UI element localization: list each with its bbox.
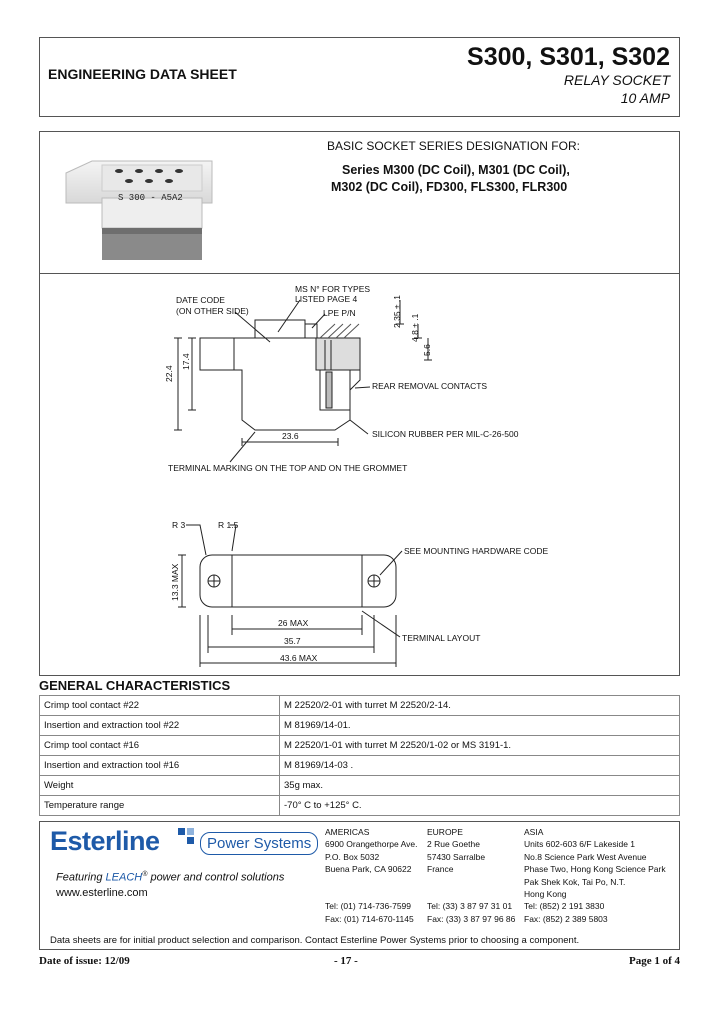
model-title: S300, S301, S302 <box>467 43 670 71</box>
americas-address: AMERICAS 6900 Orangethorpe Ave. P.O. Box 5032 Buena Park, CA 90622 Tel: (01) 714-736-7599 Fax: (01) 714-670-1145 <box>325 827 418 924</box>
divider <box>39 273 680 274</box>
label-lpe-pn: LPE P/N <box>323 308 356 318</box>
section-drawing <box>160 280 630 480</box>
label-r3: R 3 <box>172 520 186 530</box>
label-terminal-layout: TERMINAL LAYOUT <box>402 633 481 643</box>
dim-17-4: 17.4 <box>181 353 191 370</box>
website-link[interactable]: www.esterline.com <box>56 887 148 899</box>
tagline-registered: ® <box>142 871 148 878</box>
row-value: M 22520/2-01 with turret M 22520/2-14. <box>280 696 680 716</box>
series-designation-heading: BASIC SOCKET SERIES DESIGNATION FOR: <box>327 139 580 153</box>
rating-subtitle: 10 AMP <box>620 90 670 106</box>
characteristics-table <box>39 695 680 816</box>
page-number: - 17 - <box>334 955 358 967</box>
socket-photo <box>62 153 227 263</box>
series-list-line1: Series M300 (DC Coil), M301 (DC Coil), <box>342 163 570 177</box>
row-value: M 81969/14-01. <box>280 716 680 736</box>
table-row <box>40 756 680 776</box>
tagline-suffix: power and control solutions <box>147 871 285 884</box>
photo-label: S 300 - A5A2 <box>118 193 183 203</box>
table-row <box>40 736 680 756</box>
division-name: Power Systems <box>200 832 318 855</box>
series-list-line2: M302 (DC Coil), FD300, FLS300, FLR300 <box>331 180 568 194</box>
brand-name: Esterline <box>50 826 160 856</box>
tagline-prefix: Featuring <box>56 871 106 884</box>
page-count: Page 1 of 4 <box>628 955 680 967</box>
general-characteristics-title: GENERAL CHARACTERISTICS <box>39 678 231 693</box>
brand-mark-icon <box>178 828 194 844</box>
table-row <box>40 716 680 736</box>
label-see-mounting: SEE MOUNTING HARDWARE CODE <box>404 546 549 556</box>
table-row <box>40 696 680 716</box>
disclaimer: Data sheets are for initial product selection and comparison. Contact Esterline Power Systems prior to choosing a component. <box>50 935 580 946</box>
label-listed-page: LISTED PAGE 4 <box>295 294 358 304</box>
dim-43-6: 43.6 MAX <box>280 653 318 663</box>
esterline-logo <box>50 826 312 857</box>
top-view-drawing <box>160 515 630 675</box>
row-label: Weight <box>40 776 280 796</box>
issue-date: Date of issue: 12/09 <box>39 955 130 967</box>
label-date-code: DATE CODE <box>176 295 225 305</box>
dim-4-8: 4.8 ± .1 <box>410 313 420 342</box>
tagline-brand: LEACH <box>105 871 143 884</box>
tagline <box>56 871 284 884</box>
europe-address: EUROPE 2 Rue Goethe 57430 Sarralbe France Tel: (33) 3 87 97 31 01 Fax: (33) 3 87 97 96 86 <box>427 827 516 924</box>
table-row <box>40 796 680 816</box>
label-silicon-rubber: SILICON RUBBER PER MIL-C-26-500 <box>372 429 519 439</box>
asia-address: ASIA Units 602-603 6/F Lakeside 1 No.8 Science Park West Avenue Phase Two, Hong Kong Science Park Pak Shek Kok, Tai Po, N.T. Hong Kong Tel: (852) 2 191 3830 Fax: (852) 2 389 5803 <box>524 827 666 924</box>
row-value: -70° C to +125° C. <box>280 796 680 816</box>
doc-type-title: ENGINEERING DATA SHEET <box>48 66 237 82</box>
row-label: Crimp tool contact #16 <box>40 736 280 756</box>
label-terminal-marking: TERMINAL MARKING ON THE TOP AND ON THE GROMMET <box>168 463 408 473</box>
label-r1-5: R 1.5 <box>218 520 239 530</box>
dim-35-7: 35.7 <box>284 636 301 646</box>
dim-22-4: 22.4 <box>164 365 174 382</box>
label-ms-nr: MS N° FOR TYPES <box>295 284 371 294</box>
row-label: Temperature range <box>40 796 280 816</box>
dim-23-6: 23.6 <box>282 431 299 441</box>
row-label: Insertion and extraction tool #16 <box>40 756 280 776</box>
table-row <box>40 776 680 796</box>
label-rear-removal: REAR REMOVAL CONTACTS <box>372 381 488 391</box>
dim-13-3: 13.3 MAX <box>170 563 180 601</box>
row-value: 35g max. <box>280 776 680 796</box>
row-label: Crimp tool contact #22 <box>40 696 280 716</box>
product-subtitle: RELAY SOCKET <box>563 72 670 88</box>
dim-5-6: 5.6 <box>422 344 432 356</box>
dim-26: 26 MAX <box>278 618 309 628</box>
dim-2-35: 2.35 ± .1 <box>392 294 402 328</box>
row-value: M 81969/14-03 . <box>280 756 680 776</box>
row-value: M 22520/1-01 with turret M 22520/1-02 or MS 3191-1. <box>280 736 680 756</box>
row-label: Insertion and extraction tool #22 <box>40 716 280 736</box>
label-other-side: (ON OTHER SIDE) <box>176 306 249 316</box>
